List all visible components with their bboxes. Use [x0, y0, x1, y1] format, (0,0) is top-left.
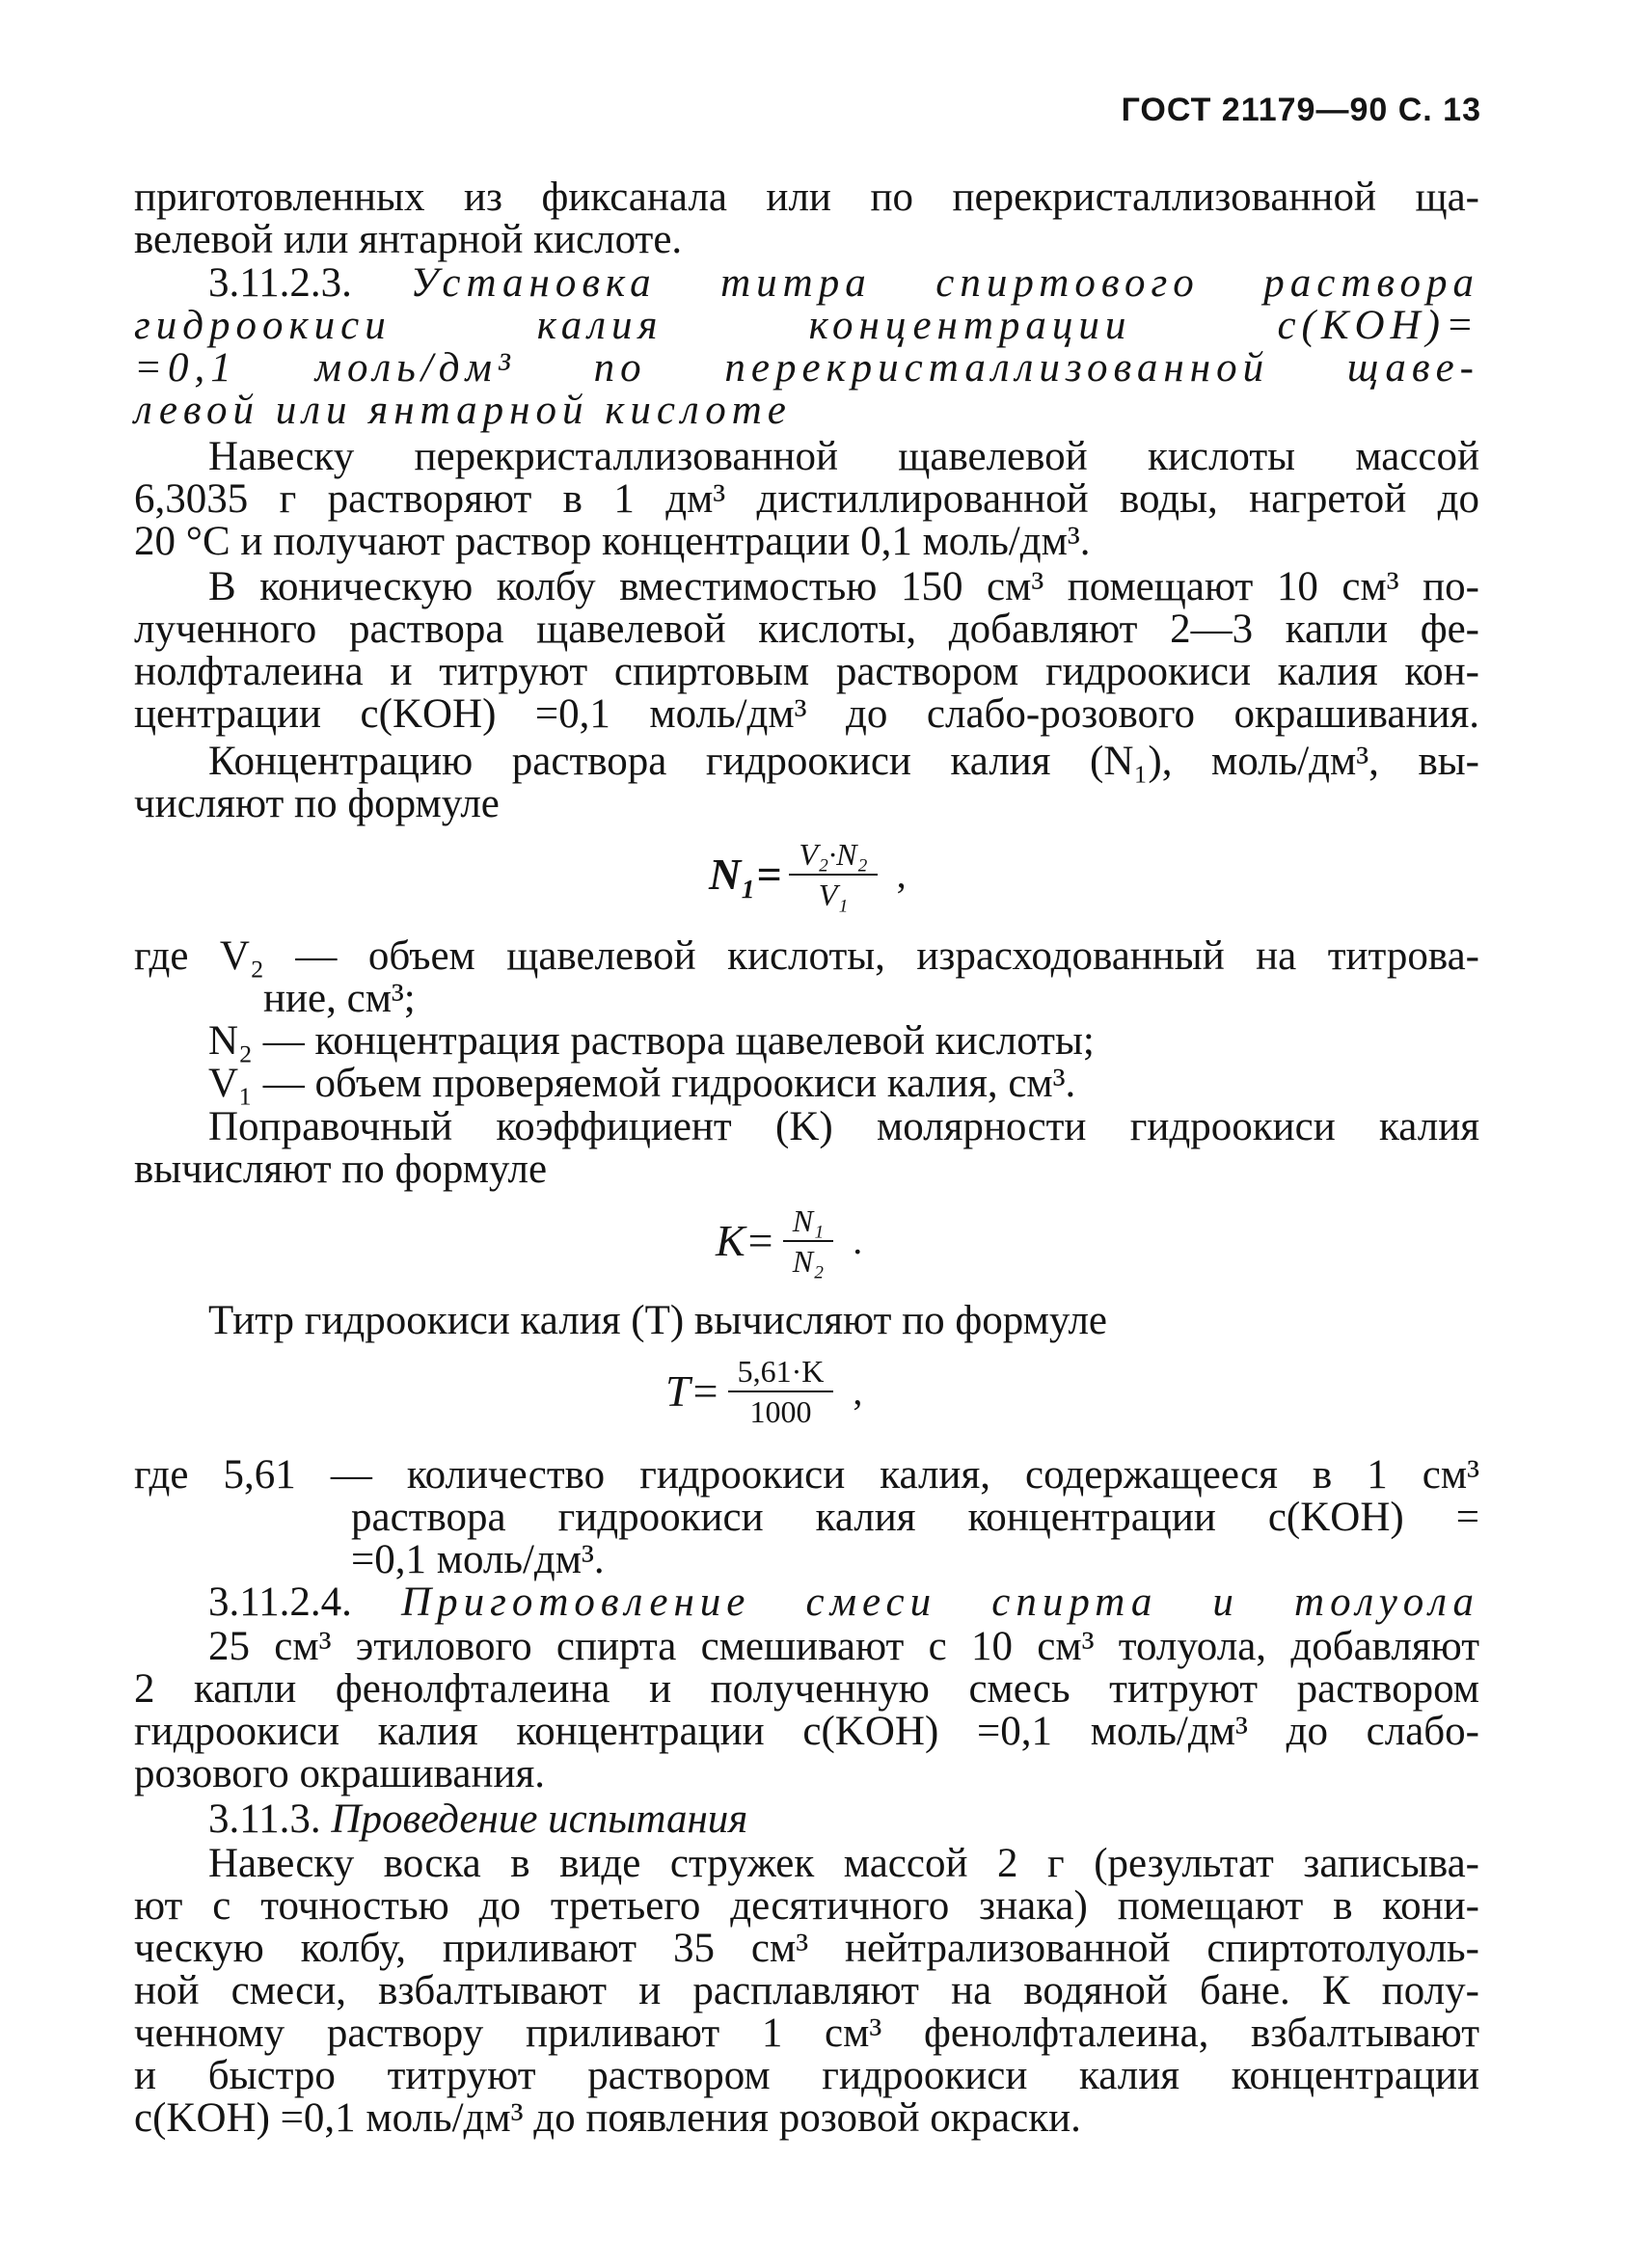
text-line: 2 капли фенолфталеина и полученную смесь титруют раствором [134, 1666, 1479, 1712]
section-title-line: Установка титра спиртового раствора [410, 260, 1479, 306]
text-line: Титр гидроокиси калия (T) вычисляют по формуле [208, 1298, 1107, 1343]
section-title-line: =0,1 моль/дм³ по перекристаллизованной щаве- [134, 345, 1479, 391]
paragraph-weighing [134, 436, 1479, 563]
text-line: ческую колбу, приливают 35 см³ нейтрализованной спиртотолуоль- [134, 1926, 1479, 1971]
text-line: В коническую колбу вместимостью 150 см³ помещают 10 см³ по- [208, 564, 1479, 609]
formula-legend-2 [134, 1454, 1479, 1581]
formula-lhs: K= [716, 1216, 775, 1265]
formula-t [665, 1354, 862, 1429]
formula-lhs: N₁= [709, 850, 782, 899]
text-line: c(KOH) =0,1 моль/дм³ до появления розовой окраски. [134, 2095, 1081, 2141]
legend-line: N₂ — концентрация раствора щавелевой кислоты; [208, 1018, 1095, 1064]
formula-punctuation: , [853, 1369, 863, 1413]
text-line: 20 °С и получают раствор концентрации 0,1 моль/дм³. [134, 519, 1091, 564]
formula-lhs: T= [665, 1366, 720, 1416]
text-line: Концентрацию раствора гидроокиси калия (N₁), моль/дм³, вы- [208, 739, 1479, 784]
section-title: Проведение испытания [331, 1796, 748, 1842]
paragraph-procedure [134, 1843, 1479, 2140]
text-line: ченному раствору приливают 1 см³ фенолфталеина, взбалтывают [134, 2011, 1479, 2056]
formula-numerator: N₁ [783, 1203, 833, 1242]
text-line: гидроокиси калия концентрации c(KOH) =0,1 моль/дм³ до слабо- [134, 1709, 1479, 1754]
section-title-line: гидроокиси калия концентрации c(KOH)= [134, 303, 1479, 348]
text-line: нолфталеина и титруют спиртовым раствором гидроокиси калия кон- [134, 649, 1479, 694]
legend-line: =0,1 моль/дм³. [351, 1537, 605, 1582]
text-line: и быстро титруют раствором гидроокиси калия концентрации [134, 2053, 1479, 2098]
formula-punctuation: . [853, 1219, 863, 1262]
text-line: розового окрашивания. [134, 1751, 546, 1796]
section-3-11-2-4 [134, 1581, 1479, 1624]
text-line: велевой или янтарной кислоте. [134, 217, 683, 262]
text-line: 25 см³ этилового спирта смешивают с 10 см³ толуола, добавляют [208, 1624, 1479, 1669]
formula-n1 [709, 837, 907, 912]
formula-fraction [783, 1203, 833, 1279]
legend-line: где V₂ — объем щавелевой кислоты, израсходованный на титрова- [134, 933, 1479, 979]
text-line: Навеску воска в виде стружек массой 2 г (результат записыва- [208, 1841, 1479, 1886]
text-line: Поправочный коэффициент (K) молярности гидроокиси калия [208, 1104, 1479, 1149]
legend-line: ние, см³; [263, 976, 416, 1021]
legend-line: раствора гидроокиси калия концентрации c(KOH) = [351, 1495, 1479, 1540]
paragraph-continuation [134, 176, 1479, 261]
formula-k [716, 1203, 862, 1279]
section-title-line: левой или янтарной кислоте [134, 388, 792, 433]
text-line: 6,3035 г растворяют в 1 дм³ дистиллированной воды, нагретой до [134, 476, 1479, 522]
text-line: приготовленных из фиксанала или по перекристаллизованной ща- [134, 175, 1479, 220]
formula-legend-1 [134, 935, 1479, 1105]
formula-fraction [789, 837, 877, 912]
formula-punctuation: , [896, 852, 907, 896]
text-line: ют с точностью до третьего десятичного знака) помещают в кони- [134, 1883, 1479, 1929]
text-line: лученного раствора щавелевой кислоты, добавляют 2—3 капли фе- [134, 607, 1479, 652]
section-3-11-2-3 [134, 262, 1479, 432]
paragraph-correction [134, 1106, 1479, 1191]
paragraph-concentration [134, 741, 1479, 825]
formula-numerator: V₂·N₂ [789, 837, 877, 876]
formula-numerator: 5,61·K [728, 1354, 834, 1392]
formula-fraction [728, 1354, 834, 1429]
text-line: ной смеси, взбалтывают и расплавляют на водяной бане. К полу- [134, 1968, 1479, 2013]
section-3-11-3 [134, 1798, 1479, 1841]
formula-denominator: N₂ [792, 1244, 825, 1279]
page-header: ГОСТ 21179—90 С. 13 [1121, 92, 1481, 128]
text-line: числяют по формуле [134, 781, 500, 826]
formula-denominator: V₁ [818, 878, 849, 912]
section-title: Приготовление смеси спирта и толуола [401, 1580, 1479, 1625]
formula-denominator: 1000 [749, 1394, 812, 1429]
text-line: Навеску перекристаллизованной щавелевой кислоты массой [208, 434, 1479, 479]
text-line: вычисляют по формуле [134, 1147, 548, 1192]
section-number: 3.11.2.3. [208, 260, 352, 306]
paragraph-titer [134, 1300, 1479, 1342]
section-number: 3.11.2.4. [208, 1580, 352, 1625]
paragraph-titration [134, 566, 1479, 736]
legend-line: где 5,61 — количество гидроокиси калия, содержащееся в 1 см³ [134, 1452, 1479, 1498]
section-number: 3.11.3. [208, 1796, 321, 1842]
legend-line: V₁ — объем проверяемой гидроокиси калия, см³. [208, 1061, 1076, 1106]
paragraph-mixture [134, 1626, 1479, 1796]
text-line: центрации c(KOH) =0,1 моль/дм³ до слабо-розового окрашивания. [134, 691, 1479, 737]
